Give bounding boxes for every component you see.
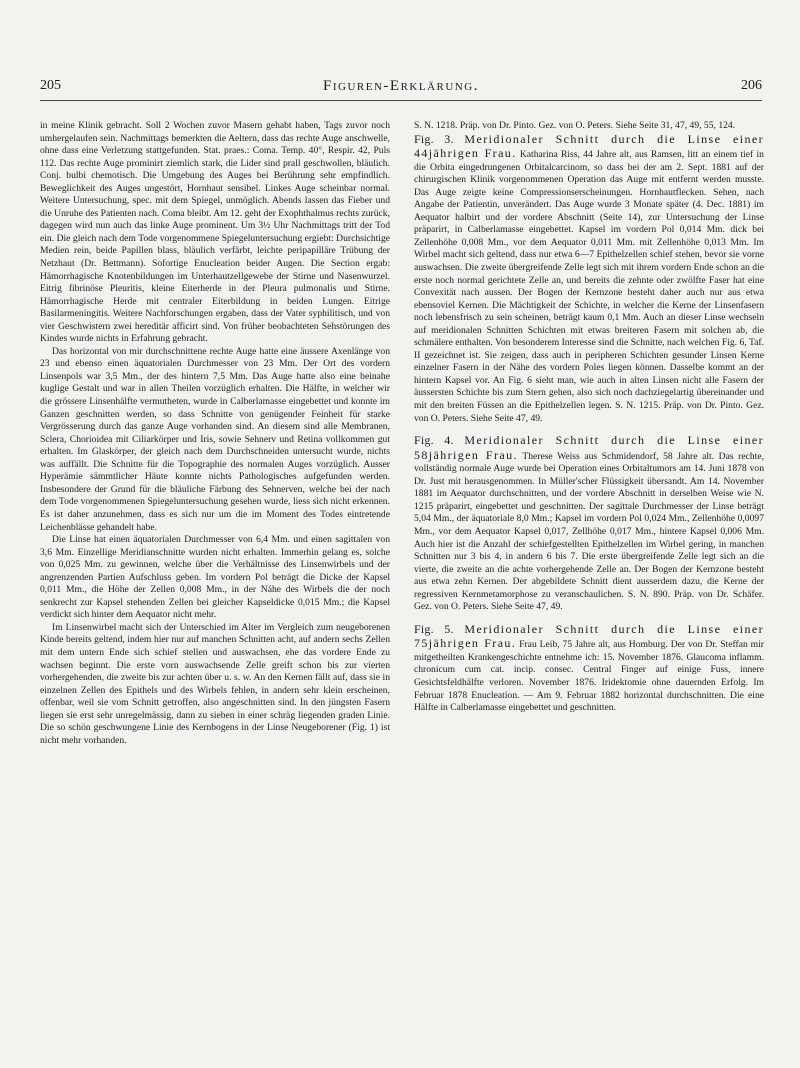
paragraph: Die Linse hat einen äquatorialen Durchmesser von 6,4 Mm. und einen sagittalen von 3,6 Mm. Einzellige Meridianschnitte wurden nicht erhalten. Immerhin gelang es, solche von 0,025 Mm. zu gewinnen, welche über die Verhältnisse des Linsenwirbels und der angrenzenden Partien Aufschluss geben. Im vordern Pol beträgt die Dicke der Kapsel 0,011 Mm., die Höhe der Zellen 0,008 Mm., in der Nähe des Wirbels die der noch senkrecht zur Kapsel stehenden Zellen bei gleicher Kapseldicke 0,015 Mm.; die Kapsel verdickt sich hinter dem Aequator nicht mehr.: [40, 534, 390, 621]
figure-title: Meridionaler Schnitt durch die Linse einer 58jährigen Frau.: [414, 433, 764, 462]
page-number-left: 205: [40, 78, 61, 93]
figure-text: Katharina Riss, 44 Jahre alt, aus Ramsen, litt an einem tief in die Orbita eingedrungenen Orbitalcarcinom, so dass bei der am 2. Sept. 1881 auf der chirurgischen Klinik vorgenommenen Operation das Auge mit entfernt werden musste. Das Auge zeigte keine Compressionserscheinungen. Hornhautflecken. Sehen, nach Angabe der Patientin, unverändert. Das Auge wurde 3 Monate später (4. Dec. 1881) im Aequator halbirt und der vordere Abschnitt (Seite 14), zur Untersuchung der Linse präparirt, in Calberlamasse eingebettet. Kapsel im vordern Pol 0,014 Mm. dick bei Zellenhöhe 0,008 Mm., vor dem Aequator 0,011 Mm. mit Zellenhöhe 0,013 Mm. Im Wirbel macht sich geltend, dass nur etwa 6—7 Epithelzellen schief stehen, bevor sie vorne auswachsen. Die zweite übergreifende Zelle legt sich mit ihrem vordern Ende schon an die erste noch normal gerichtete Zelle an, und bereits die zehnte oder zwölfte Faser hat eine Convexität nach aussen. Der Bogen der Kernzone besteht daher auch nur aus etwa ebensoviel Kernen. Die Mächtigkeit der Schichte, in welcher die Kerne der Linsenfasern noch lebensfrisch zu sein scheinen, beträgt kaum 0,1 Mm. Auch an dieser Linse wechseln auf meridionalen Schnitten Schichten mit etwas breiteren Fasern mit solchen ab, die schmälere enthalten. Von besonderem Interesse sind die Schnitte, nach welchen Fig. 6, Taf. II gezeichnet ist. Sie zeigen, dass auch in peripheren Schichten gesunder Linsen Kerne einzelner Fasern in der Nähe des vordern Poles liegen können. Dasselbe kommt an der hintern Kapsel vor. An Fig. 6 sieht man, wie auch in alten Linsen nicht alle Fasern der äussersten Schichte bis zum Stern gehen, also sich noch dachziegelartig übereinander und mit den breiten Füssen an die Epithelzellen legen. S. N. 1215. Präp. von Dr. Pinto. Gez. von O. Peters. Siehe Seite 47, 49.: [414, 149, 764, 424]
figure-label: Fig. 5.: [414, 621, 454, 636]
figure-caption-5: [414, 623, 764, 715]
paragraph: Im Linsenwirbel macht sich der Unterschied im Alter im Vergleich zum neugeborenen Kinde bereits geltend, indem hier nur auf manchen Schnitten acht, auf andern sechs Zellen mit dem untern Ende sich schief stellen und auswachsen, ehe das vordere Ende zu wachsen beginnt. Die erste vorn auswachsende Zelle greift schon bis zur vierten vorhergehenden, die zweite bis zur achten über u. s. w. An den Kernen fällt auf, dass sie in einzelnen Zellen des Epithels und des Wirbels fehlen, in andern sehr klein erscheinen, offenbar, weil sie vom Schnitt getroffen, also angeschnitten sind. In den jüngsten Fasern liegen sie erst sehr unregelmässig, dann zu sieben in einer schräg liegenden graden Linie. Die so schön geschwungene Linie des Kernbogens in der Linse Neugeborener (Fig. 1) ist nicht mehr vorhanden.: [40, 621, 390, 746]
right-column: [414, 120, 764, 715]
paragraph: in meine Klinik gebracht. Soll 2 Wochen zuvor Masern gehabt haben, Tags zuvor noch umhergelaufen sein. Nachmittags bemerkten die Aeltern, dass das rechte Auge anschwelle, ohne dass eine Verletzung stattgefunden. Stat. praes.: Coma. Temp. 40°, Respir. 42, Puls 112. Das rechte Auge prominirt ziemlich stark, die Lider sind prall geschwollen, bläulich. Conj. bulbi chemotisch. Die Umgebung des Auges bei Berührung sehr empfindlich. Beweglichkeit des Auges ungestört, Hornhaut sensibel. Linkes Auge scheinbar normal. Weitere Untersuchung, spec. mit dem Spiegel, unmöglich. Abends lassen das Fieber und die Unruhe des Patienten nach. Coma bleibt. Am 12. geht der Exophthalmus rechts zurück, dagegen wird nun auch das linke Auge prominent. Um 3½ Uhr Nachmittags tritt der Tod ein. Die gleich nach dem Tode vorgenommene Spiegeluntersuchung ergiebt: Durchsichtige Medien rein, beide Papillen blass, bläulich verfärbt, leichte peripapilläre Trübung der Netzhaut (Dr. Bettmann). Sofortige Enucleation beider Augen. Die Section ergab: Hämorrhagische Knotenbildungen im Unterhautzellgewebe der Stirne und Nasenwurzel. Eitrig fibrinöse Pleuritis, kleine Eiterherde in der Pleura pulmonalis und Stirne. Hämorrhagische Herde mit centraler Eiterbildung in beiden Lungen. Eitrige Basilarmeningitis. Weitere Nachforschungen ergaben, dass der Vater syphilitisch, und von vier Geschwistern zwei hereditär afficirt sind. Von früher beobachteten Sehstörungen des Kindes wurde nichts in Erfahrung gebracht.: [40, 120, 390, 345]
figure-text: Frau Leib, 75 Jahre alt, aus Homburg. Der von Dr. Steffan mir mitgetheilten Krankengeschichte entnehme ich: 15. November 1876. Glaucoma inflamm. chronicum cum cat. incip. consec. Central Finger auf einige Fuss, innere Gesichtsfeldhälfte verloren. November 1876. Iridektomie ohne dauernden Erfolg. Im Februar 1878 Enucleation. — Am 9. Februar 1882 horizontal durchschnitten. Die eine Hälfte in Calberlamasse eingebettet und geschnitten.: [414, 639, 764, 714]
figure-text: Therese Weiss aus Schmidendorf, 58 Jahre alt. Das rechte, vollständig normale Auge wurde bei Operation eines Orbitaltumors am 14. Juni 1878 von Dr. Just mit herausgenommen. In Müller'scher Flüssigkeit übersandt. Am 14. November 1881 im Aequator durchschnitten, und der vordere Abschnitt in derselben Weise wie N. 1215 präparirt, eingebettet und geschnitten. Der sagittale Durchmesser der Linse beträgt 5,04 Mm., der äquatoriale 8,0 Mm.; Kapsel im vordern Pol 0,024 Mm., Zellenhöhe 0,0097 Mm., vor dem Aequator Kapsel 0,017, Zellhöhe 0,017 Mm., hintere Kapsel 0,006 Mm. Auch hier ist die Anzahl der schiefgestellten Epithelzellen im Wirbel gering, in manchen Schnitten nur 3 bis 4, in andern 6 bis 7. Die erste übergreifende Zelle legt sich an die vierte, die zweite an die achte vorhergehende Zelle an. Der Bogen der Kernzone besteht aus etwa zehn Kernen. Der abgebildete Schnitt dient ausserdem dazu, die Kerne der regressiven Kernmetamorphose zu veranschaulichen. S. N. 890. Präp. von Dr. Schäfer. Gez. von O. Peters. Siehe Seite 47, 49.: [414, 450, 764, 613]
figure-title: Meridionaler Schnitt durch die Linse einer 44jährigen Frau.: [414, 131, 764, 161]
left-column: [40, 120, 390, 747]
running-title: Figuren-Erklärung.: [323, 78, 479, 94]
paragraph: S. N. 1218. Präp. von Dr. Pinto. Gez. von O. Peters. Siehe Seite 31, 47, 49, 55, 124.: [414, 120, 736, 131]
figure-caption-3: [414, 133, 764, 426]
page-number-right: 206: [741, 78, 762, 93]
page-header: [40, 78, 762, 98]
figure-caption-4: [414, 434, 764, 614]
paragraph: Das horizontal von mir durchschnittene rechte Auge hatte eine äussere Axenlänge von 23 und ebenso einen äquatorialen Durchmesser von 23 Mm. Der Ort des vordern Linsenpols war 3,5 Mm., der des hintern 7,5 Mm. Das Auge hatte also eine beinahe kuglige Gestalt und war in allen Theilen vorzüglich erhalten. Die Hälfte, in welcher wir die grössere Linsenhälfte vermutheten, wurde in Calberlamasse eingebettet und konnte im Ganzen geschnitten werden, so dass Schnitte von genügender Feinheit für starke Vergrösserung durch das ganze Auge vorhanden sind. An diesem sind alle Membranen, Sclera, Chorioidea mit Ciliarkörper und Iris, sowie Sehnerv und Retina vollkommen gut erhalten. Im Glaskörper, der gleich nach dem Durchschneiden untersucht wurde, nichts was auffällt. Die Schnitte für die Topographie des normalen Auges vorzüglich. Ausser Hyperämie sämmtlicher Häute konnte nichts Pathologisches aufgefunden werden. Insbesondere der Grund für die bläuliche Färbung des Sehnerven, welche bei der nach dem Tode vorgenommenen Spiegeluntersuchung gesehen wurde, liess sich nicht erkennen. Es ist daher anzunehmen, dass es sich nur um die im Moment des Todes eintretende Leichenblässe gehandelt habe.: [40, 345, 390, 533]
figure-label: Fig. 3.: [414, 131, 454, 146]
header-rule: [40, 100, 762, 101]
figure-label: Fig. 4.: [414, 433, 454, 448]
figure-title: Meridionaler Schnitt durch die Linse einer 75jährigen Frau.: [414, 621, 764, 651]
